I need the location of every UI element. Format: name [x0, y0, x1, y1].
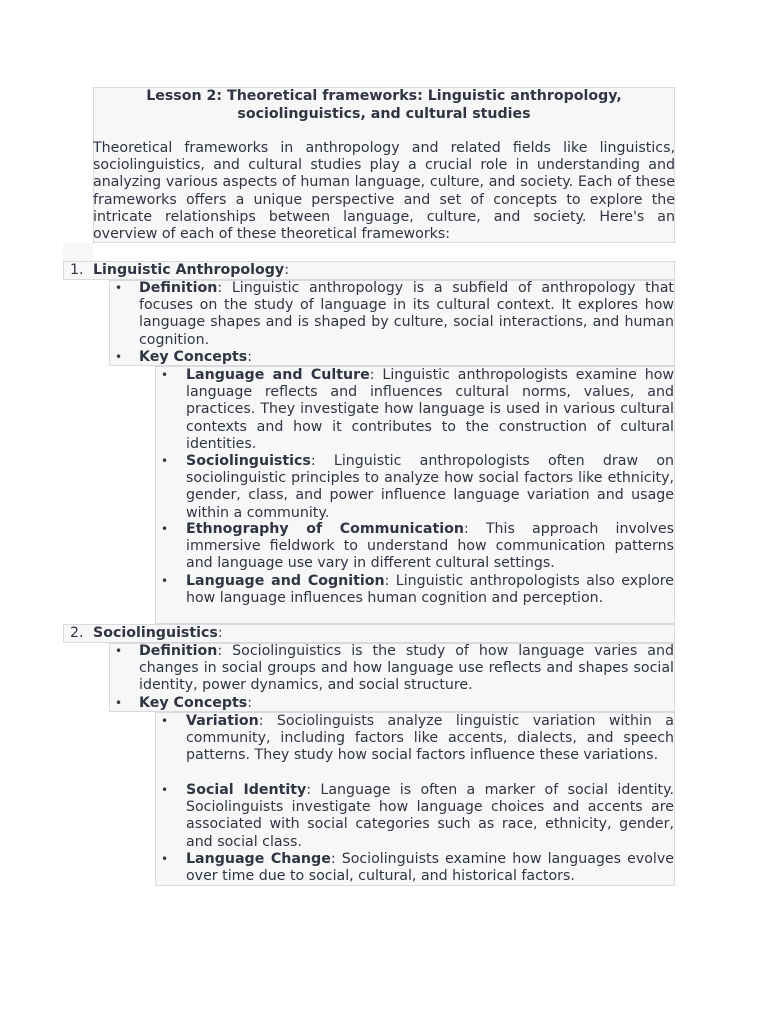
definition-label: Definition	[139, 280, 218, 296]
concept-text: : Linguistic anthropologists also explore how language influences human cognition and perception.	[186, 573, 674, 607]
concept-item	[186, 851, 674, 885]
section-title: Linguistic Anthropology	[93, 262, 285, 278]
bullet: •	[115, 350, 123, 364]
concept-item	[186, 573, 674, 607]
bullet: •	[115, 281, 123, 295]
key-concepts-heading: Key Concepts:	[139, 349, 253, 365]
bullet: •	[161, 522, 169, 536]
concept-item	[186, 713, 674, 765]
section-number: 2.	[70, 625, 84, 641]
concept-term: Ethnography of Communication	[186, 521, 464, 537]
concept-term: Sociolinguistics	[186, 453, 311, 469]
lesson-title-line2: sociolinguistics, and cultural studies	[237, 105, 531, 122]
section-title: Sociolinguistics	[93, 625, 218, 641]
definition-label: Definition	[139, 643, 218, 659]
section-number: 1.	[70, 262, 84, 278]
key-concepts-label: Key Concepts	[139, 349, 248, 365]
concept-text: : Linguistic anthropologists often draw on sociolinguistic principles to analyze how social factors like ethnicity, gender, class, and power influence language variation and usage within a community.	[186, 453, 674, 521]
bullet: •	[161, 852, 169, 866]
concept-text: : Sociolinguists analyze linguistic variation within a community, including factors like accents, dialects, and speech patterns. They study how social factors influence these variations.	[186, 713, 674, 764]
concept-item	[186, 453, 674, 522]
definition-item	[139, 643, 674, 695]
concept-term: Variation	[186, 713, 259, 729]
concept-term: Language and Cognition	[186, 573, 385, 589]
bullet: •	[161, 714, 169, 728]
concept-text: : Linguistic anthropologists examine how language reflects and influences cultural norms, values, and practices. They investigate how language is used in various cultural contexts and how it contributes to the construction of cultural identities.	[186, 367, 674, 452]
bullet: •	[115, 644, 123, 658]
concept-item	[186, 521, 674, 573]
intro-paragraph: Theoretical frameworks in anthropology and related fields like linguistics, sociolinguistics, and cultural studies play a crucial role in understanding and analyzing various aspects of human language, culture, and society. Each of these frameworks offers a unique perspective and set of concepts to explore the intricate relationships between language, culture, and society. Here's an overview of each of these theoretical frameworks:	[93, 140, 675, 243]
concept-term: Language and Culture	[186, 367, 370, 383]
concept-text: : Sociolinguists examine how languages evolve over time due to social, cultural, and historical factors.	[186, 851, 674, 885]
section-heading-linguistic-anthropology: 1. Linguistic Anthropology:	[63, 261, 675, 280]
concept-item	[186, 782, 674, 851]
concept-item	[186, 367, 674, 453]
key-concepts-heading: Key Concepts:	[139, 695, 253, 711]
lesson-title-line1: Lesson 2: Theoretical frameworks: Linguistic anthropology,	[146, 88, 622, 104]
bullet: •	[161, 454, 169, 468]
definition-text: : Linguistic anthropology is a subfield of anthropology that focuses on the study of language in its cultural context. It explores how language shapes and is shaped by culture, social interactions, and human cognition.	[139, 280, 674, 348]
concept-text: : This approach involves immersive fieldwork to understand how communication patterns and language use vary in different cultural settings.	[186, 521, 674, 572]
lesson-title	[93, 87, 675, 123]
concept-term: Social Identity	[186, 782, 307, 798]
definition-text: : Sociolinguistics is the study of how language varies and changes in social groups and how language use reflects and shapes social identity, power dynamics, and social structure.	[139, 643, 674, 694]
definition-item	[139, 280, 674, 349]
bullet: •	[161, 783, 169, 797]
section-heading-sociolinguistics: 2. Sociolinguistics:	[63, 624, 675, 643]
concept-term: Language Change	[186, 851, 331, 867]
bullet: •	[161, 574, 169, 588]
concept-text: : Language is often a marker of social identity. Sociolinguists investigate how language choices and accents are associated with social categories such as race, ethnicity, gender, and social class.	[186, 782, 674, 850]
bullet: •	[161, 368, 169, 382]
bullet: •	[115, 696, 123, 710]
key-concepts-label: Key Concepts	[139, 695, 248, 711]
section-spacer	[63, 243, 93, 261]
